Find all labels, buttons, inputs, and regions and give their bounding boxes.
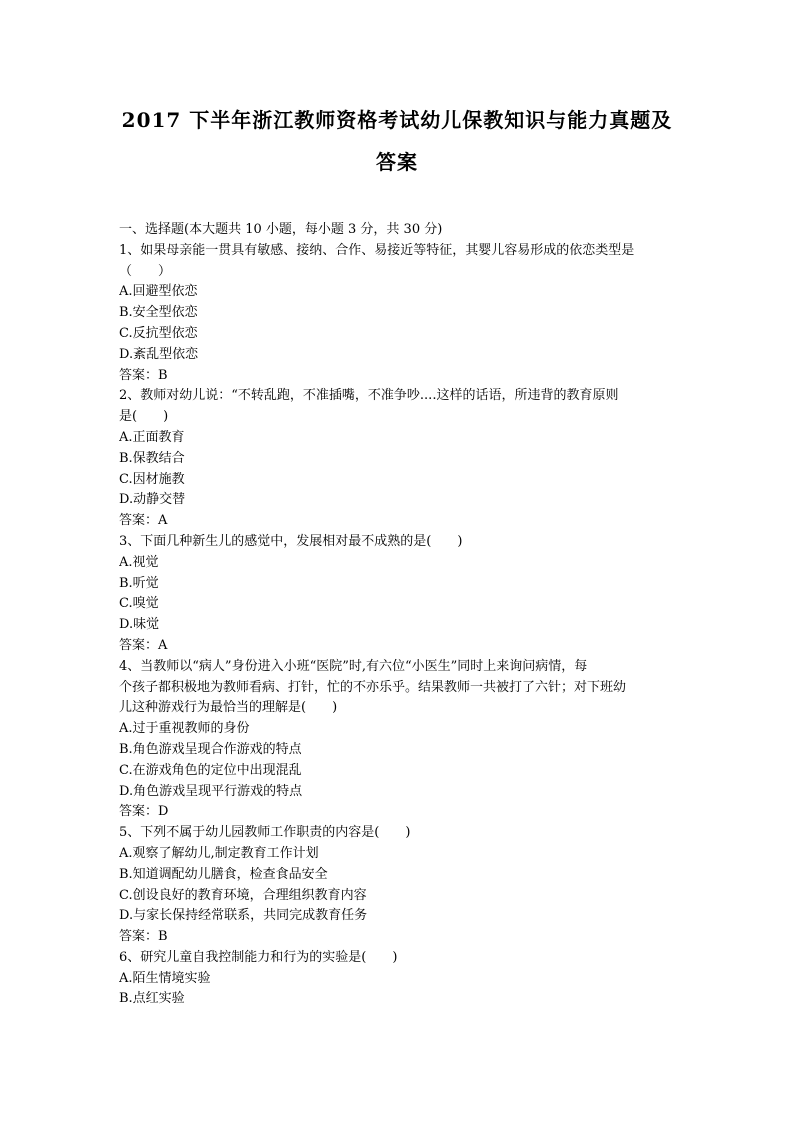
- text-line: （ ）: [119, 263, 172, 279]
- text-line: 个孩子都积极地为教师看病、打针，忙的不亦乐乎。结果教师一共被打了六针；对下班幼: [119, 679, 627, 695]
- text-line: B.角色游戏呈现合作游戏的特点: [119, 741, 302, 757]
- text-line: 儿这种游戏行为最恰当的理解是( ): [119, 700, 338, 716]
- text-line: 答案：A: [119, 513, 168, 529]
- text-line: C.反抗型依恋: [119, 325, 198, 341]
- text-line: A.回避型依恋: [119, 284, 198, 300]
- text-line: 答案：A: [119, 637, 168, 653]
- text-line: C.在游戏角色的定位中出现混乱: [119, 762, 302, 778]
- text-line: D.与家长保持经常联系，共同完成教育任务: [119, 908, 368, 924]
- text-line: D.角色游戏呈现平行游戏的特点: [119, 783, 303, 799]
- text-line: B.安全型依恋: [119, 305, 198, 321]
- text-line: B.保教结合: [119, 450, 185, 466]
- text-line: A.视觉: [119, 554, 159, 570]
- text-line: A.正面教育: [119, 429, 185, 445]
- document-body: [119, 220, 679, 1010]
- text-line: 一、选择题(本大题共 10 小题，每小题 3 分，共 30 分): [119, 222, 443, 237]
- document-title-line-2: 答案: [376, 150, 418, 174]
- text-line: 1、如果母亲能一贯具有敏感、接纳、合作、易接近等特征，其婴儿容易形成的依恋类型是: [119, 242, 635, 258]
- text-line: B.点红实验: [119, 991, 185, 1007]
- text-line: D.紊乱型依恋: [119, 346, 199, 362]
- text-line: B.听觉: [119, 575, 159, 591]
- document-title-line-1: 2017 下半年浙江教师资格考试幼儿保教知识与能力真题及: [121, 108, 673, 132]
- text-line: 答案：D: [119, 804, 169, 820]
- text-line: 4、当教师以“病人”身份进入小班“医院”时,有六位“小医生”同时上来询问病情，每: [119, 658, 588, 674]
- text-line: A.观察了解幼儿,制定教育工作计划: [119, 845, 319, 861]
- text-line: 答案：B: [119, 367, 168, 383]
- text-line: 6、研究儿童自我控制能力和行为的实验是( ): [119, 949, 398, 965]
- text-line: B.知道调配幼儿膳食，检查食品安全: [119, 866, 328, 882]
- text-line: A.陌生情境实验: [119, 970, 211, 986]
- text-line: C.嗅觉: [119, 596, 159, 612]
- text-line: 是( ): [119, 409, 169, 425]
- text-line: 2、教师对幼儿说：“不转乱跑，不准插嘴，不准争吵....这样的话语，所违背的教育原则: [119, 388, 619, 404]
- text-line: D.味觉: [119, 617, 160, 633]
- text-line: 5、下列不属于幼儿园教师工作职责的内容是( ): [119, 825, 411, 841]
- text-line: D.动静交替: [119, 492, 186, 508]
- text-line: 答案：B: [119, 929, 168, 945]
- text-line: 3、下面几种新生儿的感觉中，发展相对最不成熟的是( ): [119, 533, 463, 549]
- text-line: C.创设良好的教育环境，合理组织教育内容: [119, 887, 367, 903]
- text-line: A.过于重视教师的身份: [119, 721, 250, 737]
- text-line: C.因材施教: [119, 471, 185, 487]
